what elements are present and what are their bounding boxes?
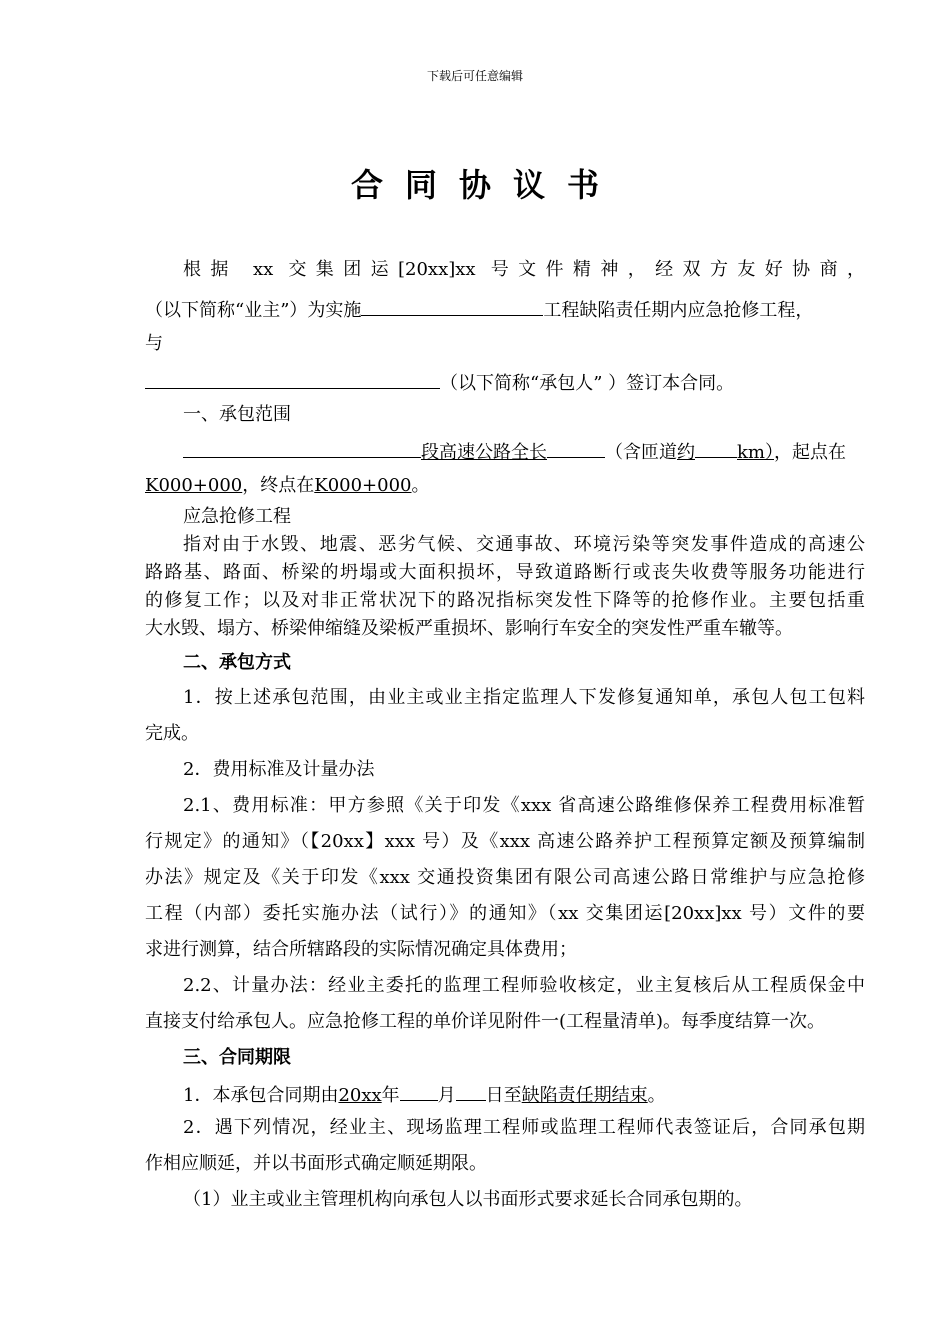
term-end: 缺陷责任期结束 — [521, 1085, 648, 1106]
year-label: 年 — [381, 1085, 400, 1106]
scope-ramp-text: （含匝道 — [605, 442, 677, 463]
length-blank — [547, 437, 605, 458]
term-start-text: 1．本承包合同期由 — [183, 1085, 339, 1106]
month-blank — [400, 1080, 438, 1101]
section-name-blank — [183, 437, 421, 458]
page-header: 下载后可任意编辑 — [426, 69, 523, 83]
term-extension-line-2: 作相应顺延，并以书面形式确定顺延期限。 — [145, 1153, 487, 1174]
method-1-line-1: 1．按上述承包范围，由业主或业主指定监理人下发修复通知单，承包人包工包料 — [183, 687, 865, 708]
intro-line-3: 与 — [145, 333, 163, 354]
section-2-heading: 二、承包方式 — [183, 652, 291, 673]
method-1-line-2: 完成。 — [145, 723, 199, 744]
ramp-length-blank — [695, 437, 737, 458]
day-label: 日至 — [485, 1085, 522, 1106]
scope-line-2-tail: 。 — [411, 475, 430, 496]
day-blank — [456, 1080, 486, 1101]
term-extension-line-1: 2．遇下列情况，经业主、现场监理工程师或监理工程师代表签证后，合同承包期 — [183, 1117, 865, 1138]
term-extension-item-1: （1）业主或业主管理机构向承包人以书面形式要求延长合同承包期的。 — [183, 1189, 753, 1210]
method-2-heading: 2．费用标准及计量办法 — [183, 759, 375, 780]
intro-line-4 — [145, 368, 865, 396]
scope-segment-text: 段高速公路全长 — [421, 442, 547, 463]
emergency-subheading: 应急抢修工程 — [183, 506, 291, 527]
term-line-1-tail: 。 — [647, 1085, 666, 1106]
scope-start-label: ，起点在 — [773, 442, 846, 463]
measurement-line-1: 2.2、计量办法：经业主委托的监理工程师验收核定，业主复核后从工程质保金中 — [183, 975, 865, 996]
definition-line-4: 大水毁、塌方、桥梁伸缩缝及梁板严重损坏、影响行车安全的突发性严重车辙等。 — [145, 618, 793, 639]
measurement-line-2: 直接支付给承包人。应急抢修工程的单价详见附件一(工程量清单)。每季度结算一次。 — [145, 1011, 826, 1032]
term-line-1 — [183, 1080, 903, 1108]
fee-standard-line-4: 工程（内部）委托实施办法（试行）》的通知》（xx 交集团运[20xx]xx 号）文件的要 — [145, 903, 865, 924]
section-3-heading: 三、合同期限 — [183, 1047, 291, 1068]
end-station: K000+000 — [314, 475, 412, 496]
intro-line-1: 根据 xx 交集团运[20xx]xx 号文件精神，经双方友好协商， — [183, 259, 865, 280]
intro-line-4-b: （以下简称“承包人” ）签订本合同。 — [440, 373, 735, 394]
fee-standard-line-3: 办法》规定及《关于印发《xxx 交通投资集团有限公司高速公路日常维护与应急抢修 — [145, 867, 865, 888]
definition-line-3: 的修复工作；以及对非正常状况下的路况指标突发性下降等的抢修作业。主要包括重 — [145, 590, 865, 611]
contractor-name-blank — [145, 368, 440, 389]
intro-line-2-a: （以下简称“业主”）为实施 — [145, 300, 362, 321]
term-year: 20xx — [338, 1085, 382, 1106]
definition-line-2: 路路基、路面、桥梁的坍塌或大面积损坏，导致道路断行或丧失收费等服务功能进行 — [145, 562, 865, 583]
scope-line-2 — [145, 474, 865, 498]
section-1-heading: 一、承包范围 — [183, 404, 291, 425]
fee-standard-line-1: 2.1、费用标准：甲方参照《关于印发《xxx 省高速公路维修保养工程费用标准暂 — [183, 795, 865, 816]
fee-standard-line-2: 行规定》的通知》（【20xx】xxx 号）及《xxx 高速公路养护工程预算定额及预算编制 — [145, 831, 865, 852]
intro-line-2 — [145, 295, 865, 323]
intro-line-2-b: 工程缺陷责任期内应急抢修工程， — [543, 300, 814, 321]
start-station: K000+000 — [145, 475, 243, 496]
ramp-unit: km） — [737, 442, 774, 463]
project-name-blank — [361, 295, 543, 316]
document-title: 合同协议书 — [350, 166, 621, 204]
scope-line-1 — [183, 437, 865, 465]
month-label: 月 — [437, 1085, 456, 1106]
fee-standard-line-5: 求进行测算，结合所辖路段的实际情况确定具体费用； — [145, 939, 577, 960]
ramp-approx: 约 — [677, 442, 695, 463]
end-label: ，终点在 — [242, 475, 315, 496]
definition-line-1: 指对由于水毁、地震、恶劣气候、交通事故、环境污染等突发事件造成的高速公 — [183, 534, 865, 555]
